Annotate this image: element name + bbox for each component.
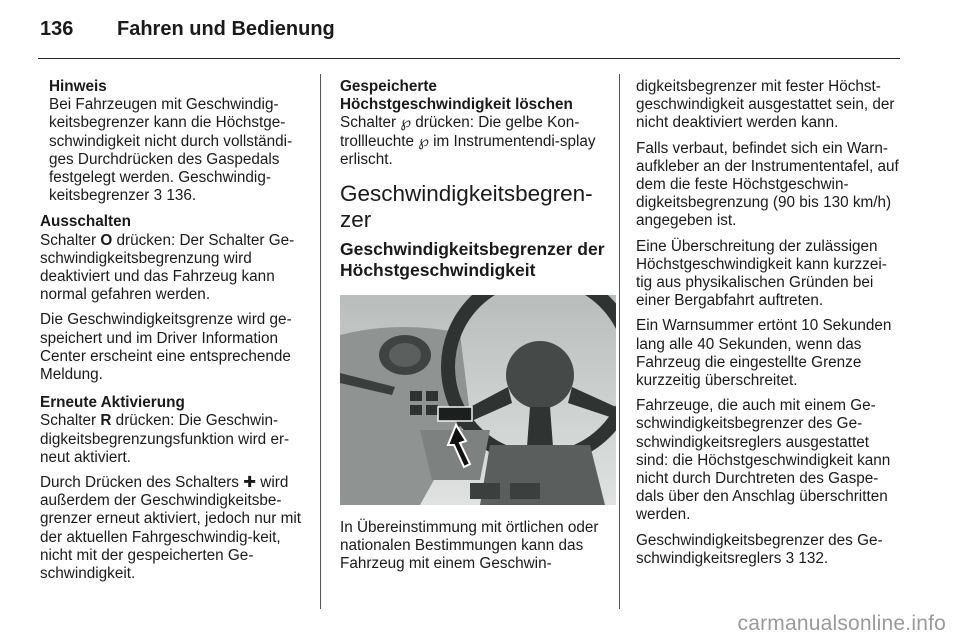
note-heading: Hinweis (49, 78, 107, 95)
paragraph-delete: Schalter ℘ drücken: Die gelbe Kon-trollleuchte ℘ im Instrumentendi-splay erlischt. (340, 114, 596, 168)
paragraph-exceed: Eine Überschreitung der zulässigen Höchstgeschwindigkeit kann kurzzei-tig aus physikalischen Gründen bei einer Bergabfahrt auftreten. (636, 237, 887, 310)
heading-delete: Gespeicherte Höchstgeschwindigkeit löschen (340, 78, 573, 114)
column-1 (40, 78, 306, 590)
subsection-title: Geschwindigkeitsbegrenzer der Höchstgeschwindigkeit (340, 239, 605, 281)
paragraph-warning-sticker: Falls verbaut, befindet sich ein Warn-aufkleber an der Instrumententafel, auf dem die feste Höchstgeschwin-digkeitsbegrenzung (90 bis 130 km/h) angegeben ist. (636, 139, 899, 230)
column-2 (340, 78, 608, 581)
heading-ausschalten: Ausschalten (40, 213, 131, 231)
header-rule (38, 58, 900, 59)
paragraph-buzzer: Ein Warnsummer ertönt 10 Sekunden lang alle 40 Sekunden, wenn das Fahrzeug die eingestellte Grenze kurzzeitig überschreitet. (636, 317, 892, 390)
dashboard-photo (340, 295, 616, 505)
section-title: Geschwindigkeitsbegren-zer (340, 181, 593, 233)
note-box (40, 78, 306, 205)
paragraph-vehicles: Fahrzeuge, die auch mit einem Ge-schwindigkeitsbegrenzer des Ge-schwindigkeitsreglers ausgestattet sind: die Höchstgeschwindigkeit kann nicht durch Durchtreten des Gaspe-dals über den Anschlag überschritten werden. (636, 397, 891, 524)
dashboard-illustration (340, 295, 616, 505)
paragraph-plus: Durch Drücken des Schalters ✚ wird außerdem der Geschwindigkeitsbe-grenzer erneut aktiviert, jedoch nur mit der aktuellen Fahrgeschwindig-keit, nicht mit der gespeicherten Ge-schwindigkeit. (40, 474, 302, 583)
paragraph-reactivation: Schalter R drücken: Die Geschwin-digkeitsbegrenzungsfunktion wird er-neut aktiviert. (40, 412, 290, 466)
paragraph-fixed-limiter: digkeitsbegrenzer mit fester Höchst-geschwindigkeit ausgestattet sein, der nicht deaktiviert werden kann. (636, 78, 895, 132)
note-text: Bei Fahrzeugen mit Geschwindig-keitsbegrenzer kann die Höchstge-schwindigkeit nicht durch vollständi-ges Durchdrücken des Gaspedals festgelegt werden. Geschwindig-keitsbegrenzer 3 136. (49, 96, 293, 205)
cancel-switch-icon: O (100, 231, 113, 249)
paragraph-stored: Die Geschwindigkeitsgrenze wird ge-speichert und im Driver Information Center erscheint eine entsprechende Meldung. (40, 311, 292, 384)
page-ref-arrow-icon: 3 (785, 549, 795, 567)
heading-reactivation: Erneute Aktivierung (40, 394, 185, 412)
paragraph-regulations: In Übereinstimmung mit örtlichen oder nationalen Bestimmungen kann das Fahrzeug mit einem Geschwin- (340, 519, 599, 573)
paragraph-off: Schalter O drücken: Der Schalter Ge-schwindigkeitsbegrenzung wird deaktiviert und das Fahrzeug kann normal gefahren werden. (40, 231, 295, 304)
paragraph-reference: Geschwindigkeitsbegrenzer des Ge-schwindigkeitsreglers 3 132. (636, 531, 883, 567)
plus-switch-icon: ✚ (243, 474, 257, 492)
speed-limiter-icon: ℘ (400, 114, 412, 132)
page-number: 136 (40, 18, 74, 40)
page-title: Fahren und Bedienung (117, 18, 335, 40)
column-divider-2 (619, 74, 620, 609)
column-3 (636, 78, 902, 575)
speed-limiter-lamp-icon: ℘ (418, 132, 429, 150)
column-divider-1 (320, 74, 321, 609)
resume-switch-icon: R (100, 412, 112, 430)
page-ref-arrow-icon: 3 (153, 187, 163, 205)
watermark: carmanualsonline.info (737, 612, 946, 635)
